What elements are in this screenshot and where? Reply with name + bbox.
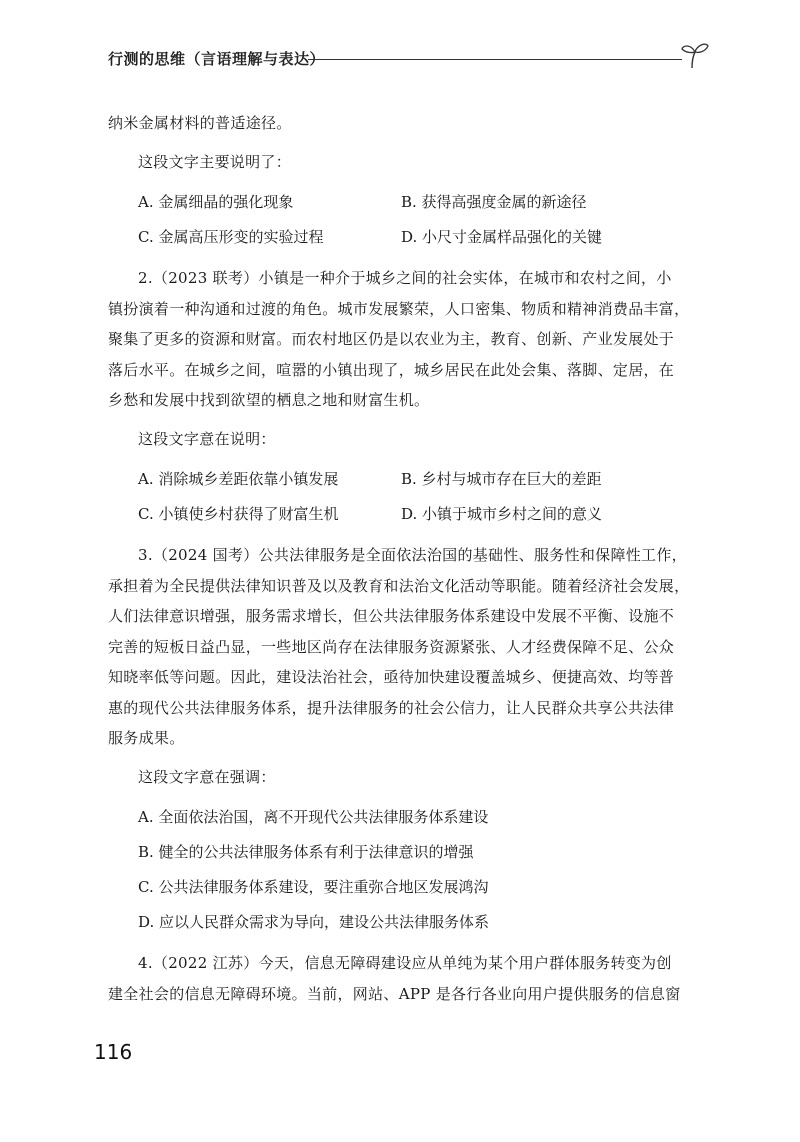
page-content — [108, 108, 706, 1017]
question-4-passage — [108, 948, 706, 1009]
text-line: 3.（2024 国考）公共法律服务是全面依法治国的基础性、服务性和保障性工作， — [138, 546, 687, 564]
option-c: C. 公共法律服务体系建设，要注重弥合地区发展鸿沟 — [138, 878, 489, 896]
text-line: 完善的短板日益凸显，一些地区尚存在法律服务资源紧张、人才经费保障不足、公众 — [108, 637, 675, 656]
text-line: 承担着为全民提供法律知识普及以及教育和法治文化活动等职能。随着经济社会发展， — [108, 576, 690, 595]
option-a: A. 全面依法治国，离不开现代公共法律服务体系建设 — [138, 808, 489, 826]
option-b: B. 获得高强度金属的新途径 — [401, 193, 587, 211]
option-c: C. 金属高压形变的实验过程 — [138, 228, 324, 246]
text-line: 2.（2023 联考）小镇是一种介于城乡之间的社会实体，在城市和农村之间，小 — [138, 269, 672, 287]
option-c: C. 小镇使乡村获得了财富生机 — [138, 505, 339, 523]
text-line: 服务成果。 — [108, 729, 185, 747]
page-number: 116 — [94, 1040, 133, 1064]
running-header — [108, 40, 708, 80]
text-line: 乡愁和发展中找到欲望的栖息之地和财富生机。 — [108, 391, 430, 409]
question-2-passage — [108, 263, 706, 416]
sprout-icon — [680, 40, 710, 70]
option-b: B. 乡村与城市存在巨大的差距 — [401, 470, 602, 488]
question-3-options — [138, 800, 706, 940]
text-line: 镇扮演着一种沟通和过渡的角色。城市发展繁荣，人口密集、物质和精神消费品丰富， — [108, 299, 690, 318]
text-line: 人们法律意识增强，服务需求增长，但公共法律服务体系建设中发展不平衡、设施不 — [108, 607, 675, 625]
question-3-passage — [108, 540, 706, 754]
option-d: D. 应以人民群众需求为导向，建设公共法律服务体系 — [138, 913, 490, 931]
text-line: 纳米金属材料的普适途径。 — [108, 114, 292, 132]
text-line: 落后水平。在城乡之间，喧嚣的小镇出现了，城乡居民在此处会集、落脚、定居，在 — [108, 360, 675, 379]
paragraph-continuation — [108, 108, 706, 139]
option-d: D. 小镇于城市乡村之间的意义 — [401, 505, 603, 523]
question-1-options — [138, 185, 706, 255]
text-line: 4.（2022 江苏）今天，信息无障碍建设应从单纯为某个用户群体服务转变为创 — [138, 954, 672, 972]
option-a: A. 消除城乡差距依靠小镇发展 — [138, 470, 339, 488]
text-line: 建全社会的信息无障碍环境。当前，网站、APP 是各行各业向用户提供服务的信息窗 — [108, 984, 681, 1003]
question-3-prompt: 这段文字意在强调： — [138, 767, 276, 786]
header-rule — [308, 59, 682, 60]
question-1-prompt: 这段文字主要说明了： — [138, 152, 292, 171]
text-line: 惠的现代公共法律服务体系，提升法律服务的社会公信力，让人民群众共享公共法律 — [108, 698, 675, 717]
option-b: B. 健全的公共法律服务体系有利于法律意识的增强 — [138, 843, 474, 861]
header-title: 行测的思维（言语理解与表达） — [108, 50, 326, 68]
option-a: A. 金属细晶的强化现象 — [138, 193, 294, 211]
text-line: 知晓率低等问题。因此，建设法治社会，亟待加快建设覆盖城乡、便捷高效、均等普 — [108, 668, 675, 686]
question-2-prompt: 这段文字意在说明： — [138, 429, 276, 448]
text-line: 聚集了更多的资源和财富。而农村地区仍是以农业为主，教育、创新、产业发展处于 — [108, 330, 675, 348]
option-d: D. 小尺寸金属样品强化的关键 — [401, 228, 603, 246]
question-2-options — [138, 462, 706, 532]
